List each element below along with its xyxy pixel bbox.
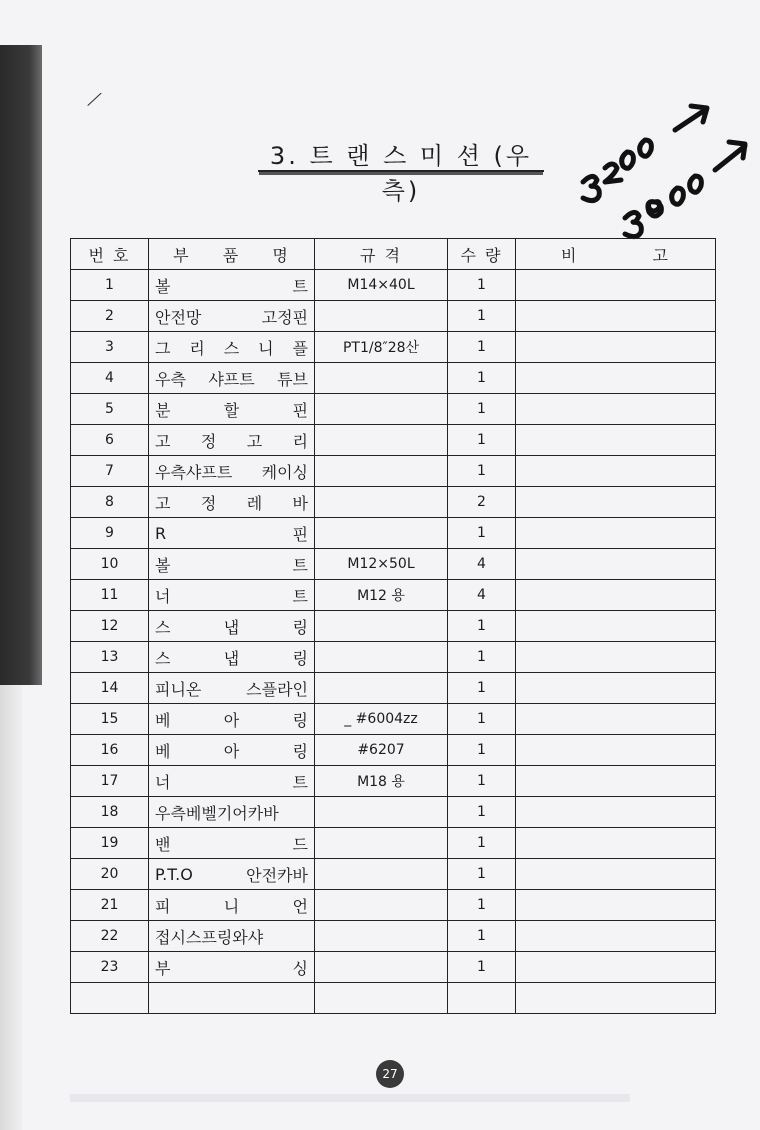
table-row — [71, 952, 716, 983]
part-name-segment: 아 — [223, 710, 240, 730]
part-spec: PT1/8″28산 — [315, 332, 448, 363]
part-quantity: 1 — [448, 828, 516, 859]
table-row-empty — [71, 983, 716, 1014]
part-name — [149, 487, 315, 518]
part-name — [149, 766, 315, 797]
table-row — [71, 766, 716, 797]
part-name-segment: 볼 — [155, 555, 171, 575]
row-number: 8 — [71, 487, 149, 518]
part-name-segment: 레 — [246, 493, 263, 513]
empty-cell — [315, 983, 448, 1014]
part-name-segment: 우측샤프트 — [155, 462, 233, 482]
part-name-segment: 스 — [223, 338, 240, 358]
row-number: 2 — [71, 301, 149, 332]
part-note — [516, 921, 716, 952]
part-quantity: 1 — [448, 704, 516, 735]
part-name-segment: 스플라인 — [246, 679, 308, 699]
part-name-segment: 드 — [292, 834, 308, 854]
part-note — [516, 518, 716, 549]
part-name — [149, 456, 315, 487]
part-quantity: 4 — [448, 580, 516, 611]
part-name-segment: 볼 — [155, 276, 171, 296]
table-header-row — [71, 239, 716, 270]
part-note — [516, 797, 716, 828]
part-name-segment: 싱 — [292, 958, 308, 978]
row-number: 13 — [71, 642, 149, 673]
part-quantity: 4 — [448, 549, 516, 580]
table-row — [71, 301, 716, 332]
part-spec — [315, 890, 448, 921]
header-name-part: 부 — [173, 245, 191, 265]
table-row — [71, 921, 716, 952]
part-spec — [315, 859, 448, 890]
row-number: 20 — [71, 859, 149, 890]
part-quantity: 1 — [448, 270, 516, 301]
part-note — [516, 425, 716, 456]
part-note — [516, 890, 716, 921]
table-row — [71, 456, 716, 487]
header-note — [516, 239, 716, 270]
part-note — [516, 487, 716, 518]
part-name — [149, 797, 315, 828]
part-name-segment: 고정핀 — [261, 307, 308, 327]
part-spec — [315, 363, 448, 394]
part-quantity: 1 — [448, 363, 516, 394]
row-number: 7 — [71, 456, 149, 487]
part-name-segment: 리 — [292, 431, 308, 451]
part-name — [149, 673, 315, 704]
table-row — [71, 797, 716, 828]
part-quantity: 1 — [448, 642, 516, 673]
part-quantity: 1 — [448, 890, 516, 921]
row-number: 6 — [71, 425, 149, 456]
part-name-segment: 트 — [292, 772, 308, 792]
part-note — [516, 363, 716, 394]
part-name — [149, 394, 315, 425]
part-name — [149, 890, 315, 921]
part-name — [149, 735, 315, 766]
table-row — [71, 363, 716, 394]
part-name-segment: 분 — [155, 400, 171, 420]
part-name — [149, 363, 315, 394]
table-row — [71, 828, 716, 859]
part-name-segment: 고 — [155, 431, 171, 451]
part-spec — [315, 797, 448, 828]
part-name-segment: 냅 — [223, 617, 240, 637]
part-spec — [315, 394, 448, 425]
parts-table — [70, 238, 716, 1014]
table-row — [71, 611, 716, 642]
part-quantity: 1 — [448, 859, 516, 890]
part-note — [516, 642, 716, 673]
part-name-segment: 피니온 — [155, 679, 202, 699]
table-row — [71, 425, 716, 456]
row-number: 4 — [71, 363, 149, 394]
part-spec — [315, 673, 448, 704]
part-note — [516, 704, 716, 735]
part-name-segment: 아 — [223, 741, 240, 761]
part-note — [516, 859, 716, 890]
part-quantity: 2 — [448, 487, 516, 518]
part-name — [149, 611, 315, 642]
part-name — [149, 828, 315, 859]
part-quantity: 1 — [448, 394, 516, 425]
part-note — [516, 456, 716, 487]
part-note — [516, 766, 716, 797]
part-spec — [315, 518, 448, 549]
part-spec — [315, 642, 448, 673]
page-number: 27 — [376, 1060, 404, 1088]
row-number: 3 — [71, 332, 149, 363]
part-name-segment: 베 — [155, 741, 171, 761]
empty-cell — [448, 983, 516, 1014]
row-number: 22 — [71, 921, 149, 952]
empty-cell — [71, 983, 149, 1014]
part-name — [149, 332, 315, 363]
part-name — [149, 270, 315, 301]
part-spec — [315, 952, 448, 983]
row-number: 12 — [71, 611, 149, 642]
part-spec — [315, 456, 448, 487]
part-quantity: 1 — [448, 301, 516, 332]
part-quantity: 1 — [448, 425, 516, 456]
part-name-segment: 리 — [189, 338, 205, 358]
part-note — [516, 952, 716, 983]
table-row — [71, 518, 716, 549]
table-row — [71, 270, 716, 301]
part-name — [149, 580, 315, 611]
part-name-segment: 케이싱 — [261, 462, 308, 482]
header-name — [149, 239, 315, 270]
part-name — [149, 425, 315, 456]
part-note — [516, 394, 716, 425]
part-note — [516, 828, 716, 859]
part-quantity: 1 — [448, 797, 516, 828]
part-spec: _ #6004zz — [315, 704, 448, 735]
row-number: 9 — [71, 518, 149, 549]
part-name-segment: R — [155, 523, 167, 543]
part-name-segment: 핀 — [292, 400, 308, 420]
part-name-segment: 스 — [155, 617, 171, 637]
part-name — [149, 642, 315, 673]
table-row — [71, 673, 716, 704]
header-spec: 규 격 — [315, 239, 448, 270]
part-name — [149, 921, 315, 952]
header-qty: 수 량 — [448, 239, 516, 270]
table-row — [71, 580, 716, 611]
empty-cell — [516, 983, 716, 1014]
part-name-segment: 너 — [155, 772, 171, 792]
part-name-segment: 트 — [292, 555, 308, 575]
part-quantity: 1 — [448, 611, 516, 642]
footer-bleed — [70, 1094, 630, 1102]
header-note-part: 비 — [561, 245, 579, 265]
part-spec — [315, 487, 448, 518]
part-note — [516, 549, 716, 580]
part-name-segment: 트 — [292, 276, 308, 296]
part-note — [516, 270, 716, 301]
header-name-part: 품 — [222, 245, 241, 265]
handwritten-note — [575, 90, 755, 240]
part-note — [516, 611, 716, 642]
part-name-segment: 튜브 — [277, 369, 308, 389]
part-quantity: 1 — [448, 456, 516, 487]
part-name-segment: 접시스프링와샤 — [155, 927, 264, 947]
part-name — [149, 859, 315, 890]
part-name-segment: 우측 — [155, 369, 186, 389]
part-spec: M12×50L — [315, 549, 448, 580]
row-number: 17 — [71, 766, 149, 797]
part-quantity: 1 — [448, 735, 516, 766]
part-name-segment: 니 — [258, 338, 274, 358]
scan-shadow-bar — [0, 45, 42, 685]
table-row — [71, 549, 716, 580]
part-name — [149, 704, 315, 735]
part-spec: M12 용 — [315, 580, 448, 611]
table-row — [71, 642, 716, 673]
part-name-segment: 정 — [200, 431, 217, 451]
table-row — [71, 332, 716, 363]
part-name — [149, 952, 315, 983]
row-number: 10 — [71, 549, 149, 580]
part-quantity: 1 — [448, 952, 516, 983]
part-quantity: 1 — [448, 332, 516, 363]
part-name-segment: 할 — [223, 400, 240, 420]
table-row — [71, 394, 716, 425]
part-name-segment: 스 — [155, 648, 171, 668]
part-name-segment: 링 — [292, 617, 308, 637]
row-number: 19 — [71, 828, 149, 859]
part-name-segment: 그 — [155, 338, 171, 358]
table-row — [71, 859, 716, 890]
row-number: 18 — [71, 797, 149, 828]
part-name-segment: 안전카바 — [246, 865, 308, 885]
scan-shadow-lower — [0, 685, 22, 1130]
part-note — [516, 673, 716, 704]
part-name — [149, 518, 315, 549]
part-name-segment: 베 — [155, 710, 171, 730]
part-quantity: 1 — [448, 921, 516, 952]
part-spec — [315, 425, 448, 456]
part-spec — [315, 301, 448, 332]
header-no: 번 호 — [71, 239, 149, 270]
row-number: 11 — [71, 580, 149, 611]
row-number: 16 — [71, 735, 149, 766]
part-name-segment: 샤프트 — [208, 369, 255, 389]
part-name-segment: 링 — [292, 710, 308, 730]
row-number: 21 — [71, 890, 149, 921]
part-name-segment: 우측베벨기어카바 — [155, 803, 279, 823]
part-spec — [315, 828, 448, 859]
part-note — [516, 332, 716, 363]
part-name-segment: P.T.O — [155, 864, 193, 884]
part-note — [516, 301, 716, 332]
part-spec — [315, 921, 448, 952]
row-number: 15 — [71, 704, 149, 735]
stray-mark: ╱ — [87, 91, 101, 109]
part-name-segment: 부 — [155, 958, 171, 978]
page-title: 3. 트 랜 스 미 션 (우측) — [258, 136, 544, 172]
row-number: 14 — [71, 673, 149, 704]
part-name-segment: 플 — [292, 338, 308, 358]
part-name-segment: 안전망 — [155, 307, 202, 327]
part-quantity: 1 — [448, 518, 516, 549]
part-name-segment: 링 — [292, 741, 308, 761]
row-number: 5 — [71, 394, 149, 425]
part-name-segment: 냅 — [223, 648, 240, 668]
table-row — [71, 890, 716, 921]
part-spec: M18 용 — [315, 766, 448, 797]
part-name-segment: 너 — [155, 586, 171, 606]
part-quantity: 1 — [448, 673, 516, 704]
empty-cell — [149, 983, 315, 1014]
part-name-segment: 링 — [292, 648, 308, 668]
part-name-segment: 고 — [155, 493, 171, 513]
table-row — [71, 487, 716, 518]
part-name-segment: 언 — [292, 896, 308, 916]
part-name-segment: 트 — [292, 586, 308, 606]
part-quantity: 1 — [448, 766, 516, 797]
part-spec: M14×40L — [315, 270, 448, 301]
part-name-segment: 피 — [155, 896, 171, 916]
part-spec: #6207 — [315, 735, 448, 766]
part-spec — [315, 611, 448, 642]
part-name-segment: 핀 — [292, 524, 308, 544]
part-name — [149, 301, 315, 332]
part-name-segment: 바 — [292, 493, 308, 513]
header-note-part: 고 — [652, 245, 670, 265]
row-number: 1 — [71, 270, 149, 301]
part-name-segment: 정 — [200, 493, 217, 513]
part-name — [149, 549, 315, 580]
header-name-part: 명 — [272, 245, 290, 265]
part-name-segment: 니 — [223, 896, 240, 916]
part-name-segment: 밴 — [155, 834, 171, 854]
table-row — [71, 735, 716, 766]
part-name-segment: 고 — [246, 431, 263, 451]
table-row — [71, 704, 716, 735]
row-number: 23 — [71, 952, 149, 983]
part-note — [516, 735, 716, 766]
part-note — [516, 580, 716, 611]
